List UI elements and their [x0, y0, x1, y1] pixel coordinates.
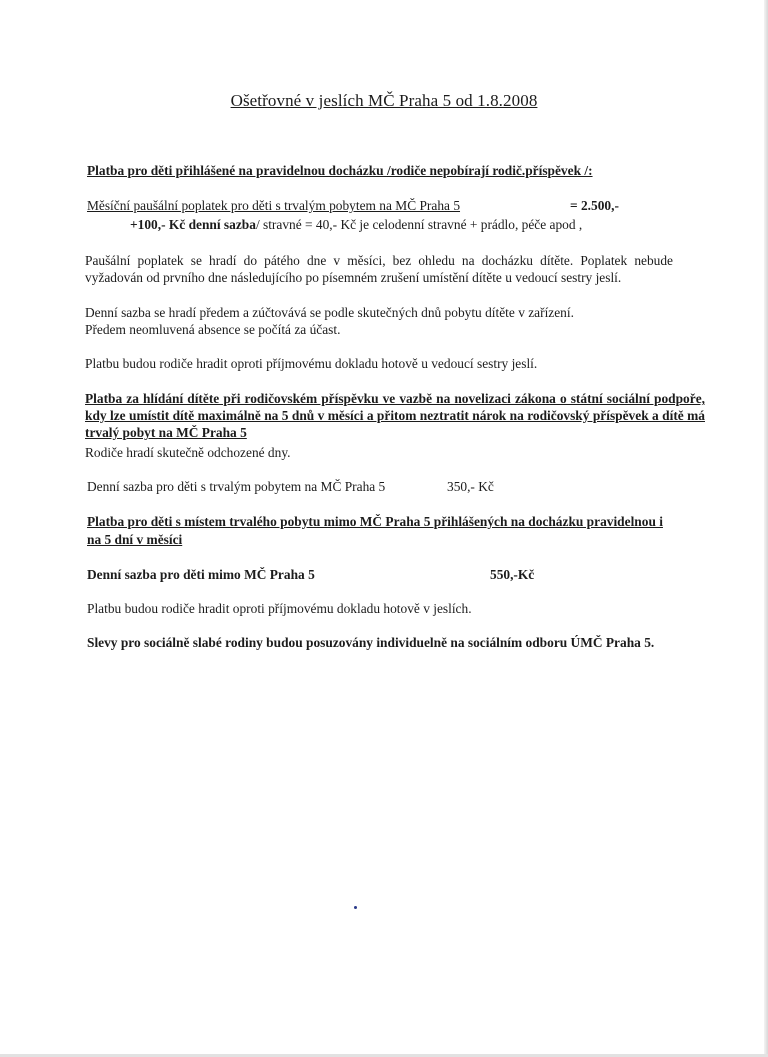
daily-rate-rest: / stravné = 40,- Kč je celodenní stravné + prádlo, péče apod , [255, 217, 583, 232]
monthly-fee-label: Měsíční paušální poplatek pro děti s trvalým pobytem na MČ Praha 5 [87, 198, 461, 213]
paragraph-payment-method: Platbu budou rodiče hradit oproti příjmovému dokladu hotově u vedoucí sestry jeslí. [85, 356, 538, 371]
section2-rate-value: 350,- Kč [447, 479, 494, 494]
section3-payment: Platbu budou rodiče hradit oproti příjmovému dokladu hotově v jeslích. [87, 601, 472, 616]
section3-heading: Platba pro děti s místem trvalého pobytu mimo MČ Praha 5 přihlášených na docházku pravidelnou i na 5 dní v měsíci [87, 514, 663, 547]
scan-speck [354, 906, 357, 909]
paragraph-daily-rate: Denní sazba se hradí předem a zúčtovává se podle skutečných dnů pobytu dítěte v zařízení. [85, 305, 574, 320]
section3-rate-label: Denní sazba pro děti mimo MČ Praha 5 [87, 567, 315, 582]
daily-rate-line [130, 216, 690, 233]
discounts-note: Slevy pro sociálně slabé rodiny budou posuzovány individuelně na sociálním odboru ÚMČ Praha 5. [87, 635, 655, 650]
section2-heading: Platba za hlídání dítěte při rodičovském příspěvku ve vazbě na novelizaci zákona o státní sociální podpoře, kdy lze umístit dítě maximálně na 5 dnů v měsíci a přitom neztratit nárok na rodičovský příspěvek a dítě má trvalý pobyt na MČ Praha 5 [85, 391, 705, 440]
monthly-fee-value: = 2.500,- [570, 198, 619, 213]
scan-edge-right [764, 0, 768, 1057]
document-title: Ošetřovné v jeslích MČ Praha 5 od 1.8.2008 [230, 91, 538, 110]
section2-note: Rodiče hradí skutečně odchozené dny. [85, 445, 291, 460]
section2-rate-line [87, 478, 687, 495]
section2-rate-label: Denní sazba pro děti s trvalým pobytem na MČ Praha 5 [87, 479, 386, 494]
daily-rate-bold: +100,- Kč denní sazba [130, 217, 256, 232]
monthly-fee-line [87, 197, 687, 214]
section1-heading: Platba pro děti přihlášené na pravidelnou docházku /rodiče nepobírají rodič.příspěvek /: [87, 163, 593, 178]
paragraph-absence: Předem neomluvená absence se počítá za účast. [85, 322, 341, 337]
section3-rate-line [87, 566, 687, 583]
paragraph-fee-payment: Paušální poplatek se hradí do pátého dne v měsíci, bez ohledu na docházku dítěte. Poplatek nebude vyžadován od prvního dne následujícího po písemném zrušení umístění dítěte u vedoucí sestry jeslí. [85, 253, 673, 285]
section3-rate-value: 550,-Kč [490, 567, 535, 582]
